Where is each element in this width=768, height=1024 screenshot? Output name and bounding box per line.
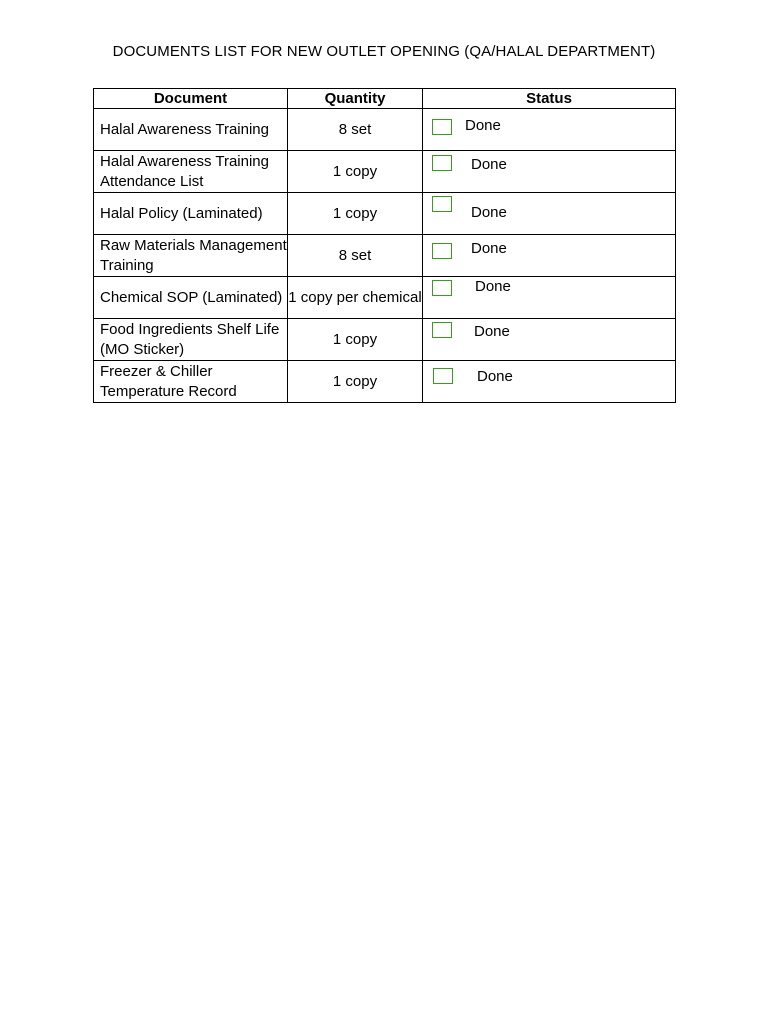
- status-checkbox[interactable]: [433, 368, 453, 384]
- document-cell: Chemical SOP (Laminated): [94, 277, 288, 319]
- status-checkbox[interactable]: [432, 243, 452, 259]
- table-row: [94, 193, 676, 235]
- status-label: Done: [465, 117, 501, 134]
- header-quantity: Quantity: [288, 89, 423, 109]
- table-row: [94, 109, 676, 151]
- status-checkbox[interactable]: [432, 155, 452, 171]
- status-label: Done: [471, 156, 507, 173]
- status-checkbox[interactable]: [432, 196, 452, 212]
- status-cell: [423, 277, 676, 319]
- quantity-cell: 1 copy: [288, 193, 423, 235]
- document-cell: Halal Policy (Laminated): [94, 193, 288, 235]
- quantity-cell: 8 set: [288, 235, 423, 277]
- status-checkbox[interactable]: [432, 280, 452, 296]
- status-checkbox[interactable]: [432, 322, 452, 338]
- status-cell: [423, 361, 676, 403]
- table-row: [94, 277, 676, 319]
- table-header-row: [94, 89, 676, 109]
- quantity-cell: 1 copy: [288, 361, 423, 403]
- document-cell: Halal Awareness Training: [94, 109, 288, 151]
- table-row: [94, 235, 676, 277]
- status-cell: [423, 151, 676, 193]
- document-cell: Food Ingredients Shelf Life (MO Sticker): [94, 319, 288, 361]
- quantity-cell: 1 copy: [288, 319, 423, 361]
- table-row: [94, 151, 676, 193]
- document-cell: Halal Awareness Training Attendance List: [94, 151, 288, 193]
- header-document: Document: [94, 89, 288, 109]
- status-checkbox[interactable]: [432, 119, 452, 135]
- table-row: [94, 361, 676, 403]
- status-cell: [423, 319, 676, 361]
- documents-table: [93, 88, 676, 403]
- table-row: [94, 319, 676, 361]
- quantity-cell: 1 copy: [288, 151, 423, 193]
- quantity-cell: 8 set: [288, 109, 423, 151]
- document-cell: Freezer & Chiller Temperature Record: [94, 361, 288, 403]
- status-label: Done: [474, 323, 510, 340]
- page-title: DOCUMENTS LIST FOR NEW OUTLET OPENING (QA/HALAL DEPARTMENT): [112, 43, 656, 60]
- status-cell: [423, 235, 676, 277]
- status-label: Done: [475, 278, 511, 295]
- status-cell: [423, 193, 676, 235]
- header-status: Status: [423, 89, 676, 109]
- document-cell: Raw Materials Management Training: [94, 235, 288, 277]
- quantity-cell: 1 copy per chemical: [288, 277, 423, 319]
- status-label: Done: [471, 240, 507, 257]
- status-label: Done: [471, 204, 507, 221]
- status-label: Done: [477, 368, 513, 385]
- status-cell: [423, 109, 676, 151]
